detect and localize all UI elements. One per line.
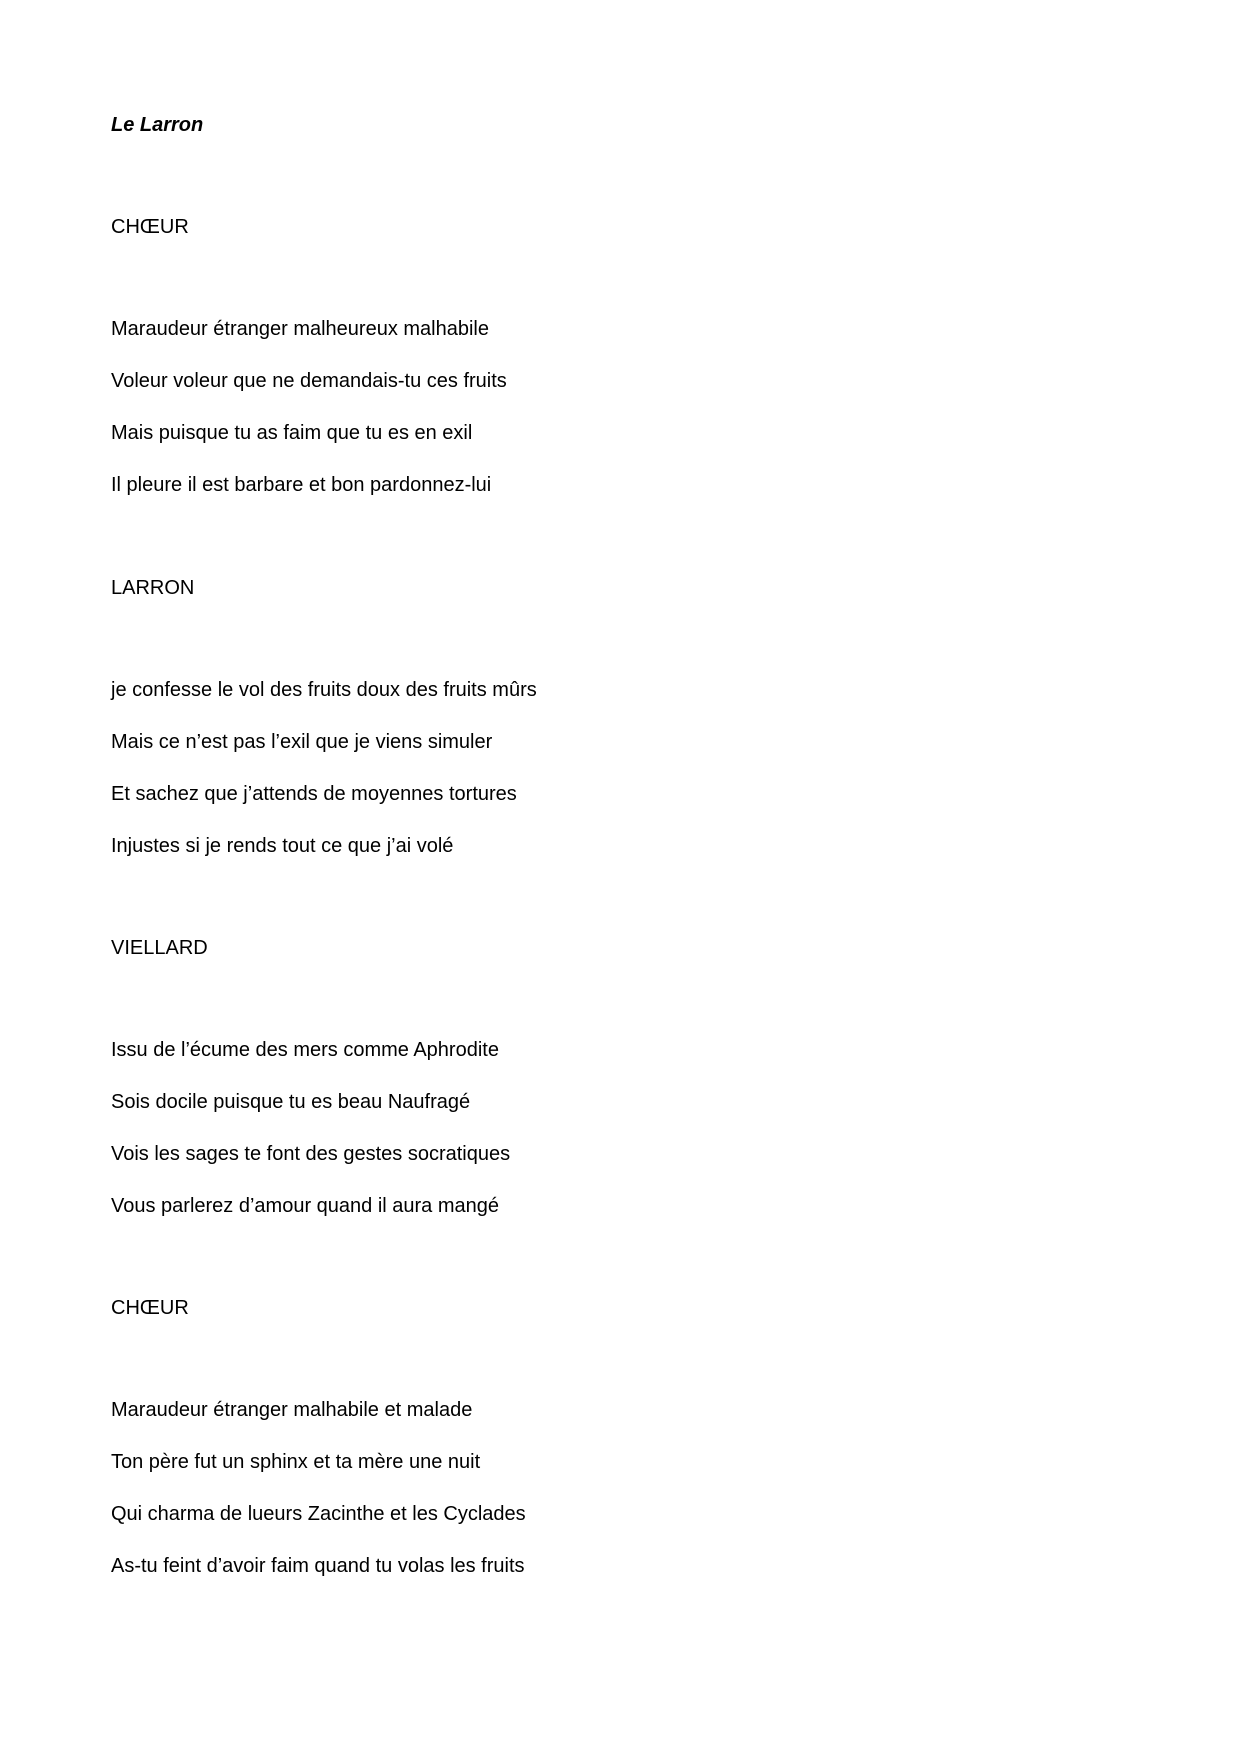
verse-line: Sois docile puisque tu es beau Naufragé [111, 1091, 471, 1113]
poem-title: Le Larron [111, 114, 204, 136]
verse-line: Vois les sages te font des gestes socratiques [111, 1143, 511, 1165]
verse-line: As-tu feint d’avoir faim quand tu volas les fruits [111, 1555, 525, 1577]
verse-line: Issu de l’écume des mers comme Aphrodite [111, 1039, 499, 1061]
verse-line: Voleur voleur que ne demandais-tu ces fruits [111, 370, 507, 392]
verse-line: Ton père fut un sphinx et ta mère une nuit [111, 1451, 481, 1473]
verse-line: Maraudeur étranger malhabile et malade [111, 1399, 473, 1421]
speaker-heading: CHŒUR [111, 216, 189, 238]
speaker-heading: VIELLARD [111, 937, 208, 959]
verse-line: je confesse le vol des fruits doux des fruits mûrs [111, 679, 537, 701]
verse-line: Il pleure il est barbare et bon pardonnez-lui [111, 474, 492, 496]
verse-line: Injustes si je rends tout ce que j’ai volé [111, 835, 454, 857]
verse-line: Vous parlerez d’amour quand il aura mangé [111, 1195, 500, 1217]
speaker-heading: CHŒUR [111, 1297, 189, 1319]
verse-line: Et sachez que j’attends de moyennes tortures [111, 783, 517, 805]
verse-line: Mais ce n’est pas l’exil que je viens simuler [111, 731, 493, 753]
verse-line: Mais puisque tu as faim que tu es en exil [111, 422, 473, 444]
verse-line: Qui charma de lueurs Zacinthe et les Cyclades [111, 1503, 526, 1525]
verse-line: Maraudeur étranger malheureux malhabile [111, 318, 489, 340]
speaker-heading: LARRON [111, 577, 195, 599]
